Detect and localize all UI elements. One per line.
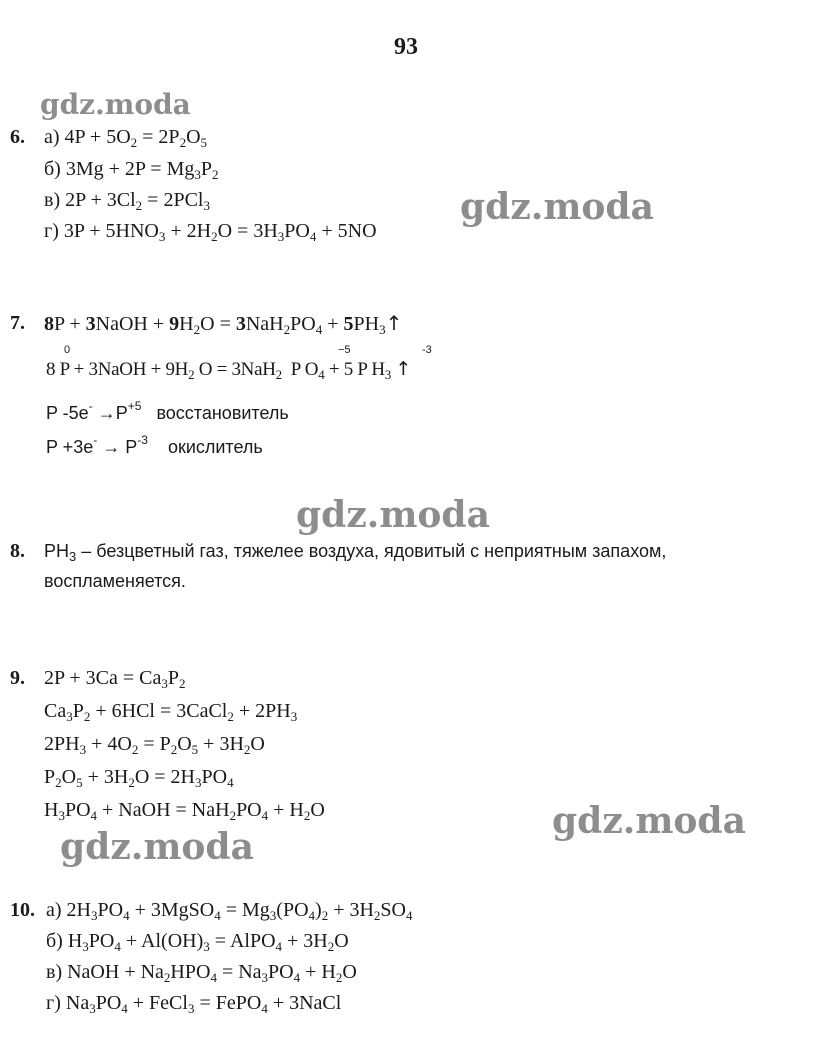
oxidation-state-2: −5 (338, 344, 351, 356)
page-number: 93 (394, 34, 418, 60)
oxidation-state-1: 0 (64, 344, 71, 356)
task-8-number: 8. (10, 540, 25, 562)
oxidant-label: окислитель (167, 437, 263, 457)
task-10-b-label: б) (46, 930, 63, 952)
task-10-g-label: г) (46, 992, 61, 1014)
task-9-line-2: $Ca_3P_2 + 6HCl$ = 3CaCl$_2$ + $2PH_3$ (44, 700, 298, 724)
task-6-g: г) $3P + 5HNO_3 + 2H_2O = 3H_3PO_4 + 5NO$ (44, 220, 377, 244)
task-7-reductant: P $-5e^- \to P^{+5}$ восстановитель (46, 399, 289, 423)
task-6-g-label: г) (44, 220, 59, 242)
watermark-5: gdz.moda (60, 826, 254, 868)
task-6-a: а) $4P + 5O_2 = 2P_2O_5$ (44, 126, 208, 150)
task-6-v-label: в) (44, 189, 61, 211)
task-10-a-label: а) (46, 899, 62, 921)
task-6-v: в) $2P + 3Cl_2 = 2PCl_3$ (44, 189, 210, 213)
task-7-oxidant: $P +3e^- \to P^{-3}$ окислитель (46, 433, 263, 457)
task-9-line-5: $H_3PO_4$ + NaOH = $NaH_2PO_4 + H_2O$ (44, 799, 325, 823)
watermark-3: gdz.moda (296, 494, 490, 536)
task-10-number: 10. (10, 899, 35, 921)
task-6-b-label: б) (44, 158, 61, 180)
task-6-a-label: а) (44, 126, 60, 148)
task-10-v: в) NaOH + $Na_2HPO_4 = Na_3PO_4 + H_2O$ (46, 961, 357, 985)
task-10-v-label: в) (46, 961, 63, 983)
task-7-equation-oxidation: 8 P + 3NaOH + $9H_2$ O = 3NaH$_2$ P $O_4 + 5$ P $H_3$ ↑ (46, 358, 412, 382)
watermark-2: gdz.moda (460, 186, 654, 228)
task-8-line-2: воспламеняется. (44, 571, 186, 591)
task-9-line-1: $2P + 3Ca = Ca_3P_2$ (44, 667, 186, 691)
task-10-b: б) $H_3PO_4 + Al(OH)_3$ = AlPO$_4$ + $3H_2O$ (46, 930, 349, 954)
task-8-line-1: $PH_3$ – безцветный газ, тяжелее воздуха, ядовитый с неприятным запахом, (44, 541, 667, 564)
watermark-4: gdz.moda (552, 800, 746, 842)
task-10-a: а) $2H_3PO_4$ + 3MgSO$_4$ = $Mg_3(PO_4)_2 + 3H_2SO_4$ (46, 899, 413, 923)
task-10-g: г) $Na_3PO_4$ + FeCl$_3$ = FePO$_4$ + 3NaCl (46, 992, 342, 1016)
task-9-line-4: $P_2O_5 + 3H_2O = 2H_3PO_4$ (44, 766, 234, 790)
task-7-number: 7. (10, 312, 25, 334)
oxidation-state-3: -3 (422, 344, 432, 356)
task-6-b: б) $3Mg + 2P = Mg_3P_2$ (44, 158, 219, 182)
task-9-line-3: $2PH_3 + 4O_2 = P_2O_5 + 3H_2O$ (44, 733, 265, 757)
reductant-label: восстановитель (156, 403, 289, 423)
task-9-number: 9. (10, 667, 25, 689)
task-7-equation: 8P + 3NaOH + $9H_2O = 3NaH_2PO_4$ + $5PH_3↑$ (44, 311, 403, 337)
task-6-number: 6. (10, 126, 25, 148)
watermark-1: gdz.moda (40, 88, 191, 121)
